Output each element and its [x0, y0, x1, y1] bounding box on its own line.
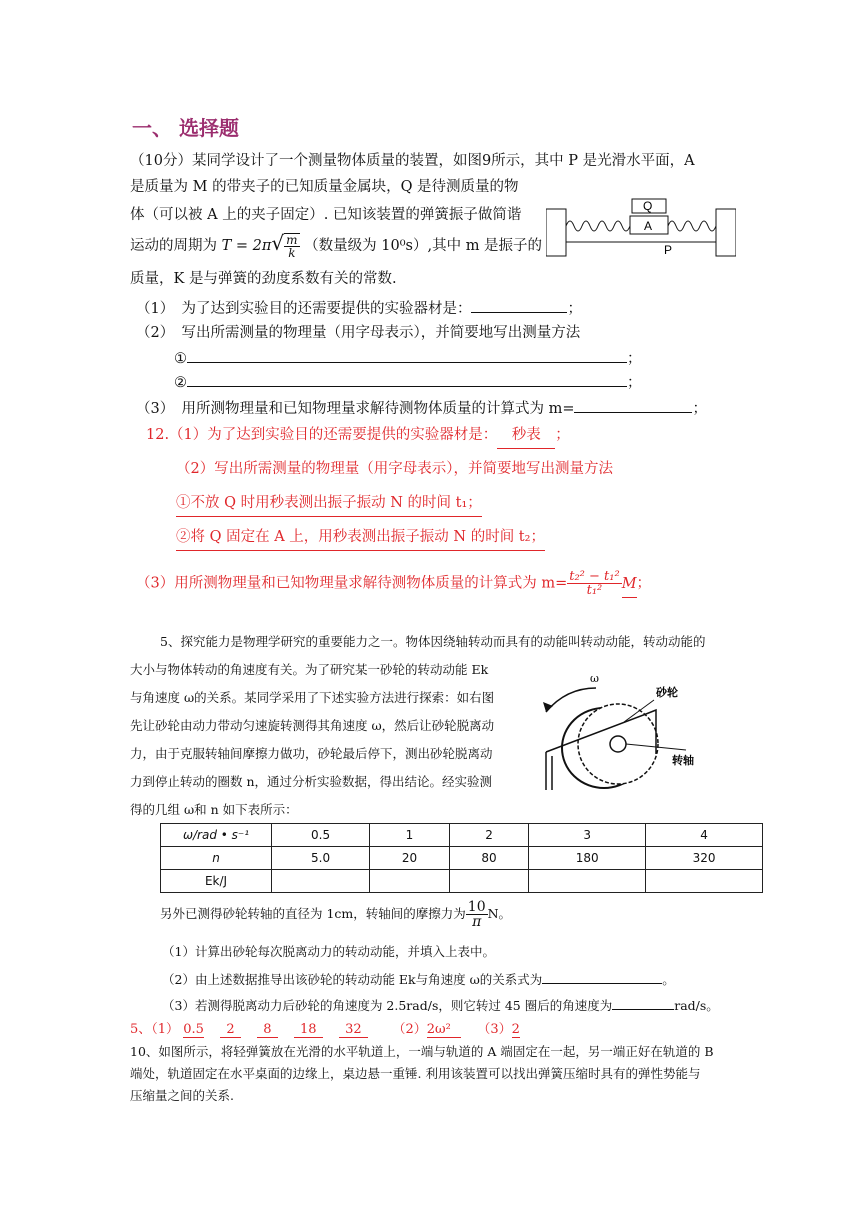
q5-friction-text: 另外已测得砂轮转轴的直径为 1cm，转轴间的摩擦力为: [160, 906, 466, 921]
table-cell: 80: [449, 847, 529, 870]
friction-frac-den: π: [472, 914, 482, 930]
table-cell: 1: [370, 824, 450, 847]
ans12-part3: [136, 570, 651, 598]
table-cell: 5.0: [272, 847, 370, 870]
ans12-frac-den: t₁²: [586, 583, 603, 598]
ans5-value: 2: [220, 1022, 240, 1038]
table-header-ek: Ek/J: [161, 870, 272, 893]
table-cell-empty: [449, 870, 529, 893]
ans5-value: 18: [294, 1022, 323, 1038]
sqrt-fraction: [284, 233, 299, 259]
q1-line5: 质量，K 是与弹簧的劲度系数有关的常数.: [130, 271, 397, 287]
q1-part3-text: （3） 用所测物理量和已知物理量求解待测物体质量的计算式为 m=: [136, 401, 575, 417]
table-header-omega: ω/rad • s⁻¹: [161, 824, 272, 847]
ans5-part2-value: 2ω²: [427, 1022, 461, 1038]
ans12-frac-m: M: [622, 571, 637, 598]
table-cell: 320: [646, 847, 763, 870]
q1-part3-end: ；: [692, 401, 707, 417]
q10-line2: 端处，轨道固定在水平桌面的边缘上，桌边悬一重锤. 利用该装置可以找出弹簧压缩时具有的弹性势能与: [130, 1066, 701, 1081]
section-heading: 一、 选择题: [132, 116, 239, 140]
ans12-part2: （2）写出所需测量的物理量（用字母表示），并简要地写出测量方法: [176, 461, 613, 477]
q1-line4-suffix: （数量级为 10⁰s）,其中 m 是振子的: [304, 238, 543, 254]
table-cell: 2: [449, 824, 529, 847]
q1-line4: 运动的周期为 T = 2π√ $\frac{m}{k}$ （数量级为 10⁰s）,其中 m 是振子的: [130, 231, 543, 260]
table-cell-empty: [529, 870, 646, 893]
ans12-frac-num: t₂² − t₁²: [569, 569, 620, 584]
table-header-n: n: [161, 847, 272, 870]
q5-sub3-blank: [612, 1009, 674, 1010]
q1-part2-i: [174, 346, 642, 372]
table-cell: 4: [646, 824, 763, 847]
q1-part2-ii-marker: ②: [174, 375, 187, 391]
friction-fraction: [466, 900, 488, 929]
q5-line2: 大小与物体转动的角速度有关。为了研究某一砂轮的转动动能 Ek: [130, 662, 489, 677]
ans12-answer-stopwatch: 秒表: [497, 422, 555, 449]
table-cell-empty: [370, 870, 450, 893]
table-row: [161, 847, 763, 870]
ans12-step1: [176, 490, 482, 517]
ans5-prefix: 5、（1）: [130, 1022, 180, 1037]
ans12-step2: [176, 524, 545, 551]
q1-part3-blank: [574, 412, 692, 413]
ans12-part3-text: （3）用所测物理量和已知物理量求解待测物体质量的计算式为 m=: [136, 575, 568, 592]
q1-part1-end: ；: [567, 301, 582, 317]
ans12-step2-text: ②将 Q 固定在 A 上，用秒表测出振子振动 N 的时间 t₂；: [176, 524, 545, 551]
q5-sub1: （1）计算出砂轮每次脱离动力的转动动能，并填入上表中。: [162, 944, 495, 959]
diagram-label-q: Q: [643, 199, 653, 213]
ans5-value: 8: [257, 1022, 277, 1038]
q5-sub2: [162, 970, 675, 988]
table-cell: 180: [529, 847, 646, 870]
q1-part2-i-blank: [187, 362, 627, 363]
period-formula: T = 2π: [221, 238, 272, 254]
q5-line5: 力，由于克服转轴间摩擦力做功，砂轮最后停下，测出砂轮脱离动: [130, 746, 493, 761]
q1-part2-ii-end: ；: [627, 375, 642, 391]
frac-k: k: [288, 246, 296, 260]
q1-part2: （2） 写出所需测量的物理量（用字母表示），并简要地写出测量方法: [136, 325, 581, 341]
ans12-part1: [146, 422, 570, 449]
omega-n-table: [160, 823, 763, 893]
q5-line7: 得的几组 ω和 n 如下表所示：: [130, 802, 298, 817]
q1-line4-prefix: 运动的周期为: [130, 238, 217, 254]
ans5-part3-label: （3）: [477, 1022, 512, 1037]
q5-line3: 与角速度 ω的关系。某同学采用了下述实验方法进行探索：如右图: [130, 690, 495, 705]
q5-sub2-end: 。: [662, 972, 675, 987]
ans5-value: 32: [339, 1022, 368, 1038]
q1-part2-i-marker: ①: [174, 351, 187, 367]
omega-label: ω: [590, 672, 599, 685]
ans5-value: 0.5: [183, 1022, 204, 1037]
q5-line1: 5、探究能力是物理学研究的重要能力之一。物体因绕轴转动而具有的动能叫转动动能，转动动能的: [160, 634, 706, 649]
table-cell-empty: [646, 870, 763, 893]
ans5-part2-label: （2）: [392, 1022, 427, 1037]
spring-oscillator-diagram: [546, 196, 736, 258]
table-cell: 0.5: [272, 824, 370, 847]
diagram-label-a: A: [644, 219, 653, 233]
q1-part1-blank: [471, 312, 567, 313]
table-cell: 3: [529, 824, 646, 847]
q1-line2: 是质量为 M 的带夹子的已知质量金属块，Q 是待测质量的物: [130, 179, 519, 195]
table-row: [161, 824, 763, 847]
q5-sub2-blank: [542, 983, 662, 984]
table-row: [161, 870, 763, 893]
table-cell: 20: [370, 847, 450, 870]
q5-sub3: [162, 996, 719, 1014]
q5-line4: 先让砂轮由动力带动匀速旋转测得其角速度 ω，然后让砂轮脱离动: [130, 718, 495, 733]
q1-line1: （10分）某同学设计了一个测量物体质量的装置，如图9所示，其中 P 是光滑水平面，A: [130, 153, 695, 169]
q1-part1-text: （1） 为了达到实验目的还需要提供的实验器材是：: [136, 301, 472, 317]
grinding-wheel-diagram: [536, 662, 716, 790]
q10-line3: 压缩量之间的关系.: [130, 1088, 234, 1103]
q5-line6: 力到停止转动的圈数 n，通过分析实验数据，得出结论。经实验测: [130, 774, 493, 789]
ans12-part3-end: ；: [636, 575, 652, 592]
q1-part2-ii: [174, 370, 642, 396]
q5-friction-line: [160, 900, 511, 929]
friction-frac-num: 10: [467, 899, 486, 915]
q1-part3: [136, 396, 707, 422]
q5-friction-unit: N。: [487, 906, 512, 921]
diagram-label-p: P: [664, 243, 673, 257]
q5-sub3-text: （3）若测得脱离动力后砂轮的角速度为 2.5rad/s，则它转过 45 圈后的角速度为: [162, 998, 613, 1013]
q1-part2-i-end: ；: [627, 351, 642, 367]
q1-part2-ii-blank: [187, 386, 627, 387]
ans5-part3-value: 2: [511, 1022, 520, 1037]
ans5-line: [130, 1018, 520, 1038]
ans12-part1-text: 12.（1）为了达到实验目的还需要提供的实验器材是：: [146, 427, 498, 443]
q5-sub2-text: （2）由上述数据推导出该砂轮的转动动能 Ek与角速度 ω的关系式为: [162, 972, 543, 987]
axle-label: 转轴: [672, 754, 694, 767]
q1-part1: [136, 296, 582, 322]
q5-sub3-end: rad/s。: [674, 998, 719, 1013]
wheel-label: 砂轮: [656, 686, 678, 699]
ans12-part1-end: ；: [555, 427, 570, 443]
table-cell-empty: [272, 870, 370, 893]
frac-m: m: [286, 233, 298, 247]
ans12-mass-fraction: [567, 570, 621, 597]
q1-line3: 体（可以被 A 上的夹子固定）. 已知该装置的弹簧振子做简谐: [130, 207, 522, 223]
q10-line1: 10、如图所示，将轻弹簧放在光滑的水平轨道上，一端与轨道的 A 端固定在一起，另一端正好在轨道的 B: [130, 1044, 714, 1059]
ans12-step1-text: ①不放 Q 时用秒表测出振子振动 N 的时间 t₁；: [176, 490, 482, 517]
